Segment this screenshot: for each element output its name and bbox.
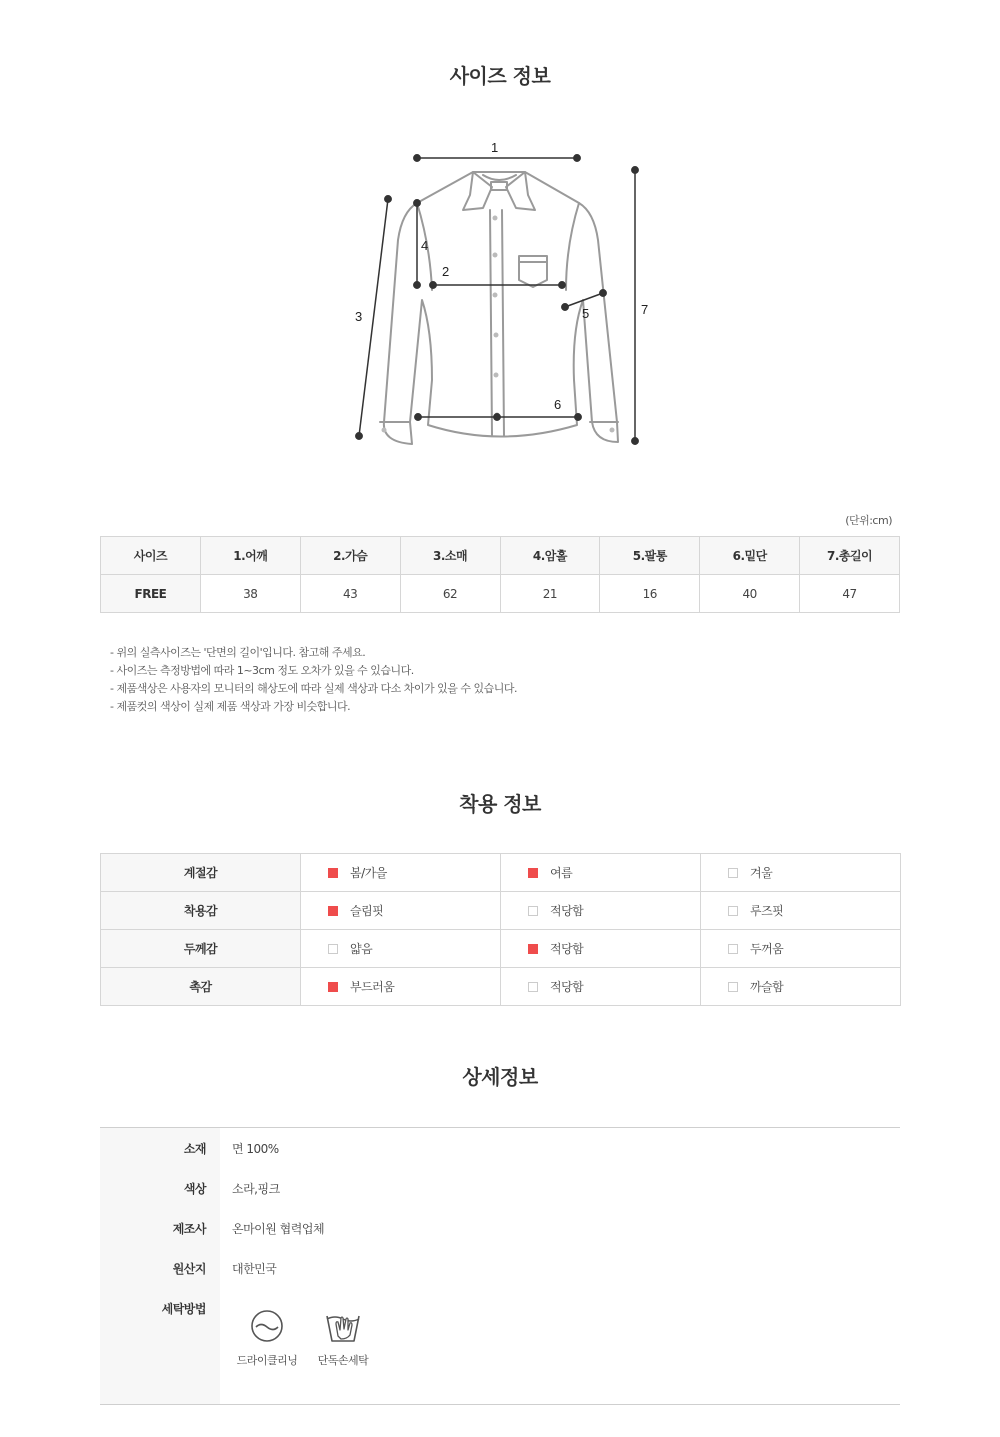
fit-option — [701, 854, 901, 892]
fit-row — [101, 968, 901, 1006]
fit-option — [301, 854, 501, 892]
table-cell: 47 — [800, 575, 900, 613]
size-table-header — [101, 537, 900, 575]
header-cell: 5.팔통 — [600, 537, 700, 575]
detail-label: 색상 — [183, 1182, 206, 1196]
unchecked-box-icon — [528, 982, 538, 992]
detail-label: 소재 — [183, 1142, 206, 1156]
checked-box-icon — [328, 906, 338, 916]
unchecked-box-icon — [328, 944, 338, 954]
hand-wash-icon — [325, 1308, 361, 1344]
fit-option-label: 봄/가을 — [350, 866, 387, 880]
detail-label: 세탁방법 — [161, 1302, 206, 1316]
fit-table — [100, 853, 901, 1006]
detail-table — [100, 1127, 900, 1405]
note-line: - 위의 실측사이즈는 '단면의 길이'입니다. 참고해 주세요. — [110, 646, 366, 659]
unit-label: (단위:cm) — [845, 514, 892, 527]
size-notes — [110, 644, 517, 716]
size-name-cell: FREE — [101, 575, 201, 613]
header-cell: 7.총길이 — [800, 537, 900, 575]
unchecked-box-icon — [728, 944, 738, 954]
table-cell: 21 — [500, 575, 600, 613]
care-item-hand-wash — [312, 1308, 374, 1368]
unchecked-box-icon — [728, 982, 738, 992]
table-row — [101, 575, 900, 613]
dim-label-2: 2 — [442, 264, 450, 279]
fit-option-label: 적당함 — [550, 980, 584, 994]
fit-row-label: 계절감 — [101, 854, 301, 892]
table-cell: 62 — [400, 575, 500, 613]
checked-box-icon — [328, 982, 338, 992]
fit-option-label: 적당함 — [550, 942, 584, 956]
header-cell: 사이즈 — [101, 537, 201, 575]
table-cell: 40 — [700, 575, 800, 613]
fit-option-label: 까슬함 — [750, 980, 784, 994]
detail-value: 면 100% — [232, 1142, 279, 1156]
fit-option-label: 적당함 — [550, 904, 584, 918]
unchecked-box-icon — [728, 868, 738, 878]
table-cell: 16 — [600, 575, 700, 613]
header-cell: 1.어깨 — [200, 537, 300, 575]
fit-option-label: 여름 — [550, 866, 573, 880]
fit-option-label: 겨울 — [750, 866, 773, 880]
fit-option — [501, 930, 701, 968]
dim-label-5: 5 — [582, 306, 590, 321]
unchecked-box-icon — [528, 906, 538, 916]
fit-option — [501, 854, 701, 892]
fit-option — [301, 930, 501, 968]
fit-option-label: 루즈핏 — [750, 904, 784, 918]
detail-label: 제조사 — [172, 1222, 206, 1236]
unchecked-box-icon — [728, 906, 738, 916]
table-cell: 38 — [200, 575, 300, 613]
note-line: - 사이즈는 측정방법에 따라 1~3cm 정도 오차가 있을 수 있습니다. — [110, 664, 414, 677]
note-line: - 제품색상은 사용자의 모니터의 해상도에 따라 실제 색상과 다소 차이가 있을 수 있습니다. — [110, 682, 517, 695]
fit-option — [301, 968, 501, 1006]
detail-label: 원산지 — [172, 1262, 206, 1276]
care-item-dry-clean — [232, 1308, 302, 1368]
dim-label-7: 7 — [641, 302, 649, 317]
fit-option — [701, 968, 901, 1006]
care-item-label: 단독손세탁 — [317, 1354, 369, 1367]
fit-option — [301, 892, 501, 930]
header-cell: 6.밑단 — [700, 537, 800, 575]
fit-row-label: 착용감 — [101, 892, 301, 930]
header-cell: 3.소매 — [400, 537, 500, 575]
fit-row-label: 두께감 — [101, 930, 301, 968]
dry-clean-icon — [249, 1308, 285, 1344]
header-cell: 2.가슴 — [300, 537, 400, 575]
dim-label-6: 6 — [554, 397, 562, 412]
fit-option — [501, 968, 701, 1006]
fit-option — [701, 892, 901, 930]
fit-option — [701, 930, 901, 968]
fit-row — [101, 892, 901, 930]
fit-option-label: 얇음 — [350, 942, 373, 956]
dim-label-3: 3 — [355, 309, 363, 324]
checked-box-icon — [528, 944, 538, 954]
detail-value: 온마이원 협력업체 — [232, 1222, 325, 1236]
fit-section-title: 착용 정보 — [459, 792, 541, 816]
size-table — [100, 536, 900, 613]
note-line: - 제품컷의 색상이 실제 제품 색상과 가장 비슷합니다. — [110, 700, 351, 713]
dim-label-4: 4 — [421, 238, 429, 253]
detail-value: 대한민국 — [232, 1262, 277, 1276]
fit-option-label: 부드러움 — [350, 980, 395, 994]
fit-option — [501, 892, 701, 930]
fit-row — [101, 854, 901, 892]
detail-section-title: 상세정보 — [462, 1065, 538, 1089]
fit-option-label: 슬림핏 — [350, 904, 384, 918]
shirt-measurement-diagram — [340, 130, 660, 460]
detail-value: 소라,핑크 — [232, 1182, 280, 1196]
table-cell: 43 — [300, 575, 400, 613]
dim-label-1: 1 — [491, 140, 499, 155]
care-item-label: 드라이클리닝 — [236, 1354, 298, 1367]
checked-box-icon — [528, 868, 538, 878]
checked-box-icon — [328, 868, 338, 878]
fit-option-label: 두꺼움 — [750, 942, 784, 956]
fit-row — [101, 930, 901, 968]
fit-row-label: 촉감 — [101, 968, 301, 1006]
size-section-title: 사이즈 정보 — [449, 64, 551, 88]
header-cell: 4.암홀 — [500, 537, 600, 575]
